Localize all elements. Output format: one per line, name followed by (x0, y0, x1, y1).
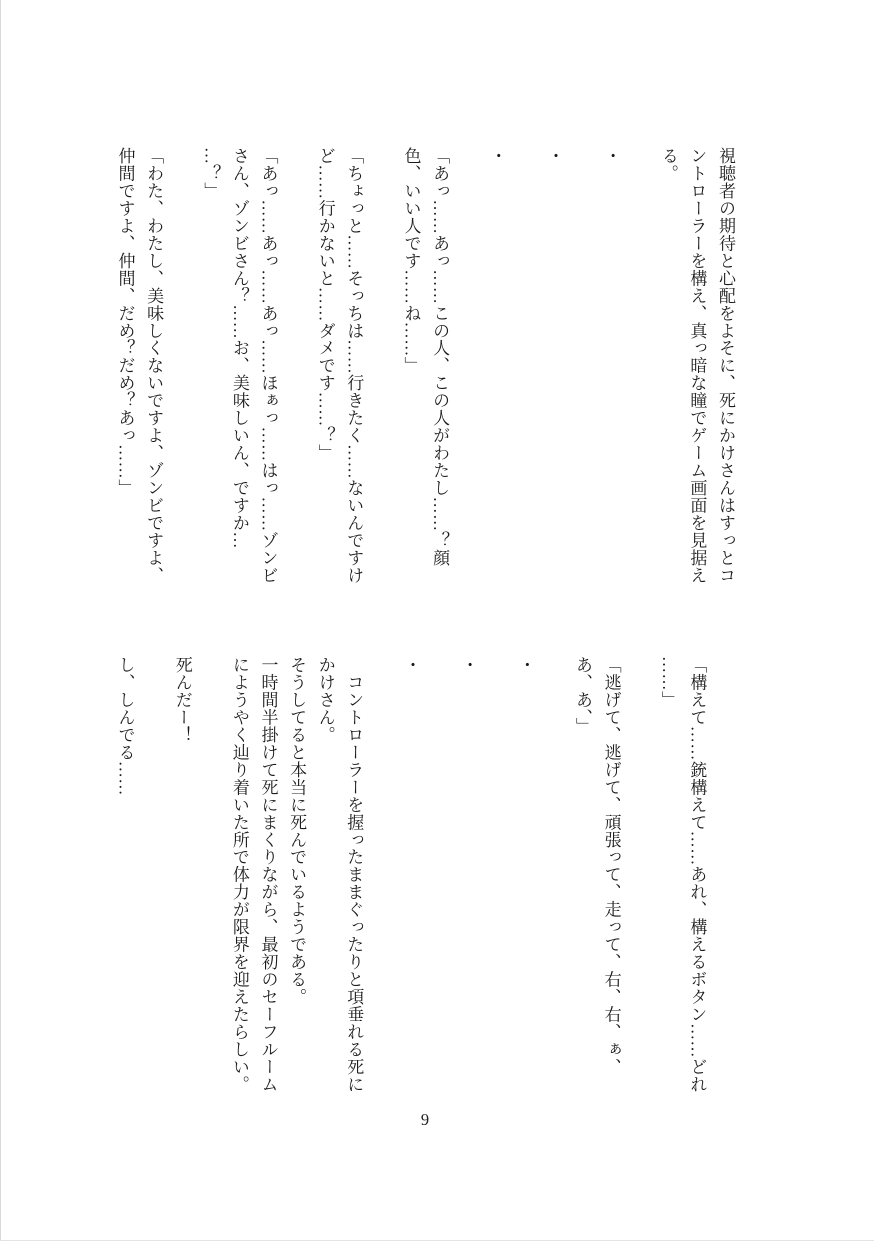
lower-text-block (109, 656, 739, 1098)
text-line: ・ (544, 147, 564, 165)
blank-line (139, 656, 168, 1098)
text-line: コントローラーを握ったままぐったりと項垂れる死に (344, 656, 364, 1093)
text-line: にようやく辿り着いた所で体力が限界を迎えたらしい。 (229, 656, 249, 1093)
text-line: 「逃げて、逃げて、頑張って、走って、右、右、ぁ、 (601, 656, 621, 1076)
text-line: 「あっ……あっ……あっ……ほぁっ……はっ……ゾンビ (258, 147, 278, 584)
blank-line (367, 147, 396, 589)
text-line: 「わた、わたし、美味しくないですよ、ゾンビですよ、 (144, 147, 164, 584)
text-line: 一時間半掛けて死にまくりながら、最初のセーフルーム (258, 656, 278, 1093)
text-line: 「あっ……あっ……この人、この人がわたし……？顔 (430, 147, 450, 567)
text-line: ・ (401, 656, 421, 674)
text-line: ……」 (658, 656, 678, 709)
blank-line (453, 147, 482, 589)
upper-text-block (109, 147, 739, 589)
blank-line (625, 147, 654, 589)
text-line: そうしてると本当に死んでいるようである。 (287, 656, 307, 1006)
text-line: あ、あ、」 (573, 656, 593, 735)
blank-line (510, 147, 539, 589)
page-number: 9 (420, 1110, 430, 1129)
blank-line (424, 656, 453, 1098)
text-line: ど……行かないと……ダメです……？」 (315, 147, 335, 462)
blank-line (167, 147, 196, 589)
text-line: し、しんでる…… (115, 656, 135, 796)
text-line: 色、いい人です……ね……」 (401, 147, 421, 375)
text-line: ・ (487, 147, 507, 165)
blank-line (625, 656, 654, 1098)
blank-line (482, 656, 511, 1098)
blank-line (196, 656, 225, 1098)
text-line: る。 (658, 147, 678, 182)
blank-line (282, 147, 311, 589)
blank-line (567, 147, 596, 589)
text-line: ・ (458, 656, 478, 674)
text-line: 視聴者の期待と心配をよそに、死にかけさんはすっとコ (716, 147, 735, 584)
text-line: ントローラーを構え、真っ暗な瞳でゲーム画面を見据え (687, 147, 707, 584)
text-line: さん、ゾンビさん？……お、美味しいん、ですか… (229, 147, 249, 550)
blank-line (367, 656, 396, 1098)
text-line: 死んだー！ (172, 656, 192, 744)
text-line: 仲間ですよ、仲間、だめ？だめ？あっ……」 (115, 147, 135, 497)
text-line: ・ (515, 656, 535, 674)
text-line: …？」 (201, 147, 221, 200)
text-line: 「ちょっと……そっちは……行きたく……ないんですけ (344, 147, 364, 584)
blank-line (539, 656, 568, 1098)
text-line: 「構えて……銃構えて……あれ、構えるボタン……どれ (687, 656, 707, 1093)
text-line: かけさん。 (315, 656, 335, 744)
blank-line (710, 656, 739, 1098)
text-line: ・ (601, 147, 621, 165)
